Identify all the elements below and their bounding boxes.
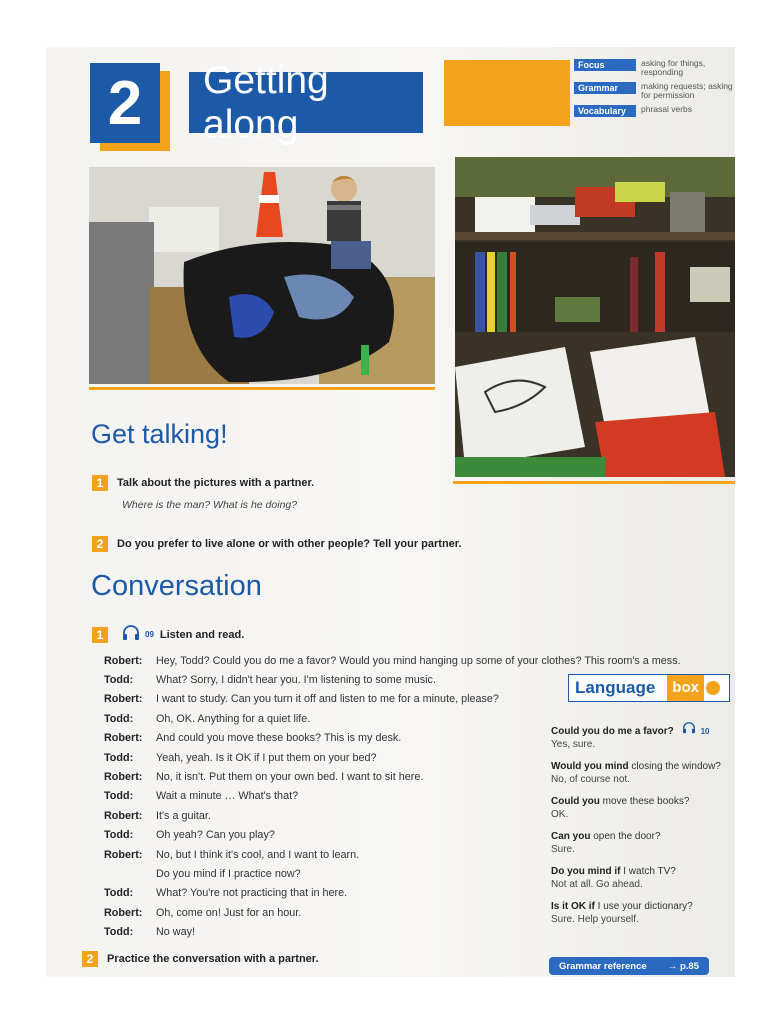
dialog-text: No way!: [156, 926, 196, 939]
meta-vocabulary: [574, 105, 735, 117]
language-answer: Not at all. Go ahead.: [551, 879, 643, 890]
get-talking-heading: Get talking!: [91, 419, 228, 449]
dialog-text: Oh yeah? Can you play?: [156, 829, 275, 842]
grammar-reference-page: → p.85: [667, 960, 699, 972]
language-item: [551, 795, 726, 821]
language-answer: Sure.: [551, 844, 575, 855]
language-question: [551, 830, 726, 843]
meta-value: asking for things, responding: [641, 58, 706, 77]
language-key-phrase: Is it OK if: [551, 901, 595, 912]
meta-label: Grammar: [574, 82, 636, 94]
task-example: Where is the man? What is he doing?: [122, 499, 298, 511]
messy-shelves-photo: [455, 157, 735, 477]
language-answer: OK.: [551, 809, 569, 820]
unit-title: Getting along: [189, 72, 423, 133]
conversation-task-2: [82, 951, 319, 967]
task-number-badge: 2: [92, 536, 108, 552]
language-box-label: box: [667, 675, 704, 701]
speaker-name: Robert:: [104, 906, 143, 919]
task-number-badge: 2: [82, 951, 98, 967]
speaker-name: Todd:: [104, 887, 134, 900]
meta-label: Focus: [574, 59, 636, 71]
messy-shelves-illustration: [455, 157, 735, 477]
language-key-phrase: Can you: [551, 831, 591, 842]
dialog-text: No, but I think it's cool, and I want to learn.: [156, 848, 360, 861]
language-key-phrase: Could you do me a favor?: [551, 726, 674, 737]
speaker-name: Robert:: [104, 732, 143, 745]
dialog-text: What? You're not practicing that in here.: [156, 887, 348, 900]
speaker-name: Todd:: [104, 790, 134, 803]
track-number: 09: [145, 630, 154, 639]
dialog-text: And could you move these books? This is my desk.: [156, 732, 402, 745]
language-answer: Yes, sure.: [551, 739, 596, 750]
grammar-reference-link[interactable]: [549, 957, 709, 975]
language-answer: Sure. Help yourself.: [551, 914, 639, 925]
speaker-name: Robert:: [104, 809, 143, 822]
meta-focus: [574, 59, 735, 77]
dialog-text: No, it isn't. Put them on your own bed. I want to sit here.: [156, 771, 424, 784]
language-box-header: [568, 674, 730, 702]
language-answer: No, of course not.: [551, 774, 630, 785]
language-question: [551, 760, 726, 773]
language-item: [551, 865, 726, 891]
language-box-title: Language: [575, 678, 656, 697]
language-box-items: [551, 722, 726, 935]
task-instruction: Listen and read.: [159, 628, 245, 641]
photo-underline: [453, 481, 735, 484]
meta-grammar: [574, 82, 735, 100]
speaker-name: Robert:: [104, 693, 143, 706]
speaker-name: Robert:: [104, 848, 143, 861]
dialog-text: What? Sorry, I didn't hear you. I'm listening to some music.: [156, 674, 436, 687]
language-item: [551, 900, 726, 926]
speaker-name: Todd:: [104, 674, 134, 687]
language-item: [551, 722, 726, 751]
task-instruction: Practice the conversation with a partner.: [107, 953, 319, 965]
dialog-text: It's a guitar.: [156, 809, 211, 822]
messy-room-illustration: [89, 167, 435, 384]
task-number-badge: 1: [92, 475, 108, 491]
language-phrase-rest: closing the window?: [628, 761, 721, 772]
title-accent-bar: [444, 60, 570, 126]
dialog-text: Hey, Todd? Could you do me a favor? Would you mind hanging up some of your clothes? This room's a mess.: [156, 654, 681, 667]
get-talking-task-2: [92, 536, 462, 552]
language-key-phrase: Could you: [551, 796, 600, 807]
speaker-name: Todd:: [104, 926, 134, 939]
meta-label: Vocabulary: [574, 105, 636, 117]
speaker-name: Robert:: [104, 771, 143, 784]
textbook-page: [46, 47, 735, 977]
language-item: [551, 760, 726, 786]
language-question: [551, 900, 726, 913]
conversation-heading: Conversation: [91, 570, 262, 602]
messy-room-photo: [89, 167, 435, 384]
dialog-line: [104, 651, 724, 670]
grammar-reference-label: Grammar reference: [559, 960, 647, 972]
language-item: [551, 830, 726, 856]
task-number-badge: 1: [92, 627, 108, 643]
speaker-name: Todd:: [104, 751, 134, 764]
language-phrase-rest: open the door?: [590, 831, 661, 842]
language-phrase-rest: I use your dictionary?: [594, 901, 693, 912]
dialog-text: I want to study. Can you turn it off and listen to me for a minute, please?: [156, 693, 499, 706]
language-phrase-rest: move these books?: [599, 796, 690, 807]
dialog-text: Yeah, yeah. Is it OK if I put them on your bed?: [156, 751, 377, 764]
conversation-task-1: [92, 625, 244, 644]
headphones-icon: [682, 722, 696, 738]
photo-underline: [89, 387, 435, 390]
speaker-name: Robert:: [104, 654, 143, 667]
language-question: [551, 795, 726, 808]
task-instruction: Do you prefer to live alone or with other people? Tell your partner.: [117, 538, 462, 550]
meta-value: making requests; asking for permission: [641, 80, 733, 100]
speaker-name: Todd:: [104, 829, 134, 842]
language-phrase-rest: I watch TV?: [620, 866, 676, 877]
headphones-icon: [122, 625, 140, 644]
meta-value: phrasal verbs: [641, 103, 693, 114]
language-key-phrase: Would you mind: [551, 761, 629, 772]
speech-bubble-icon: [706, 681, 720, 695]
unit-number: 2: [90, 63, 160, 143]
language-question: [551, 865, 726, 878]
dialog-text: Oh, come on! Just for an hour.: [156, 906, 302, 919]
dialog-text: Oh, OK. Anything for a quiet life.: [156, 712, 311, 725]
track-number: 10: [700, 727, 710, 736]
language-key-phrase: Do you mind if: [551, 866, 621, 877]
dialog-text: Wait a minute … What's that?: [156, 790, 299, 803]
speaker-name: Todd:: [104, 712, 134, 725]
unit-meta: [574, 59, 735, 122]
language-box: [531, 674, 731, 974]
task-instruction: Talk about the pictures with a partner.: [117, 477, 315, 489]
dialog-text: Do you mind if I practice now?: [156, 867, 301, 880]
get-talking-task-1: [92, 475, 314, 491]
language-question: [551, 722, 726, 738]
